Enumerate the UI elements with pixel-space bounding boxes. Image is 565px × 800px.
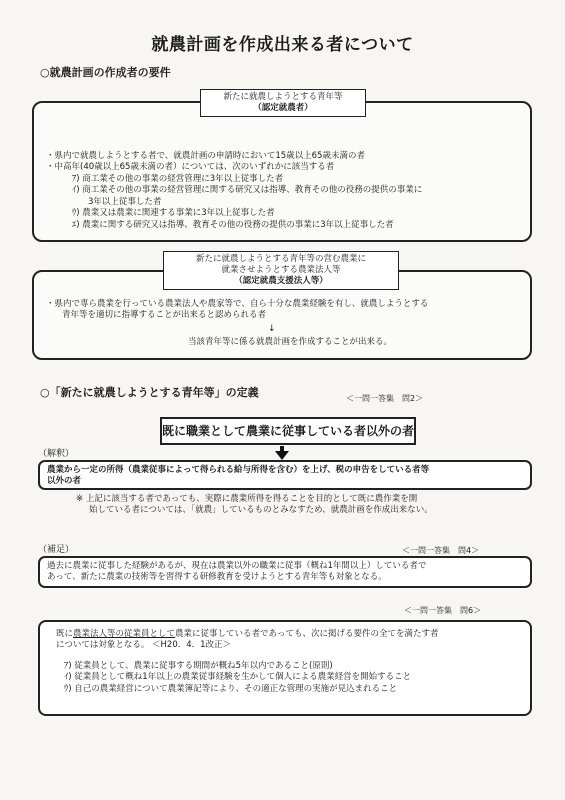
- support-corporation-label-line2: 就業させようとする農業法人等: [221, 265, 341, 276]
- new-farmer-requirements: [46, 151, 526, 231]
- supplement-box: [38, 556, 532, 588]
- employee-conditions-line1-post: 農業に従事している者であっても、次に掲げる要件の全てを満たす者: [175, 629, 439, 639]
- requirement-line: ｲ) 商工業その他の事業の経営管理に関する研究又は指導、教育その他の役務の提供の事業に: [72, 185, 423, 196]
- down-arrow-icon: [275, 451, 289, 460]
- faq-reference-q4: ＜一問一答集 問4＞: [402, 546, 480, 555]
- requirement-line: ・県内で専ら農業を行っている農業法人や農家等で、自ら十分な農業経験を有し、就農しようとする: [46, 299, 429, 309]
- interpretation-note-line2: 始している者については、「就農」しているものとみなすため、就農計画を作成出来ない。: [89, 505, 433, 516]
- definition-box: 既に職業として農業に従事している者以外の者: [160, 417, 416, 445]
- employee-conditions-line1: [40, 622, 530, 640]
- employee-condition-item: ｱ) 従業員として、農業に従事する期間が概ね5年以内であること(原則): [64, 660, 333, 671]
- requirement-line: ｱ) 商工業その他の事業の経営管理に3年以上従事した者: [72, 173, 284, 184]
- requirement-line: 3年以上従事した者: [88, 196, 162, 207]
- requirement-line: 青年等を適切に指導することが出来ると認められる者: [62, 310, 267, 321]
- supplement-label: （補足）: [38, 545, 75, 555]
- conclusion-text: 当該青年等に係る就農計画を作成することが出来る。: [188, 337, 393, 347]
- interpretation-line2: 以外の者: [47, 476, 82, 487]
- interpretation-box: [38, 460, 532, 490]
- faq-reference-q2: ＜一問一答集 問2＞: [346, 394, 424, 403]
- new-farmer-label-line1: 新たに就農しようとする青年等: [223, 92, 343, 102]
- new-farmer-label: [200, 89, 366, 117]
- new-farmer-label-line2: （認定就農者）: [253, 103, 313, 114]
- employee-conditions-line2: については対象となる。 ＜H20．4．1改正＞: [56, 640, 232, 651]
- section1-heading: ○就農計画の作成者の要件: [40, 66, 171, 79]
- faq-reference-q6: ＜一問一答集 問6＞: [404, 606, 482, 615]
- support-corporation-label-line3: （認定就農支援法人等）: [234, 276, 328, 287]
- supplement-line2: あって、新たに農業の技術等を習得する研修教育を受けようとする青年等も対象となる。: [47, 572, 387, 583]
- requirement-line: ・中高年(40歳以上65歳未満の者）については、次のいずれかに該当する者: [46, 162, 335, 173]
- interpretation-note-line1: ※ 上記に該当する者であっても、実際に農業所得を得ることを目的として既に農作業を開: [76, 494, 418, 504]
- support-corporation-label: [163, 251, 399, 290]
- page-title: 就農計画を作成出来る者について: [151, 35, 414, 55]
- requirement-line: ｳ) 農業又は農業に関連する事業に3年以上従事した者: [72, 208, 275, 219]
- down-arrow: ↓: [268, 324, 276, 334]
- employee-condition-item: ｲ) 従業員として概ね1年以上の農業従事経験を生かして個人による農業経営を開始すること: [64, 672, 412, 683]
- interpretation-label: （解釈）: [38, 449, 75, 459]
- requirement-line: ・県内で就農しようとする者で、就農計画の申請時において15歳以上65歳未満の者: [46, 151, 365, 161]
- interpretation-note: [76, 494, 433, 517]
- section2-heading: ○「新たに就農しようとする青年等」の定義: [40, 386, 259, 399]
- employee-conditions-line1-pre: 既に: [56, 629, 74, 639]
- support-corporation-label-line1: 新たに就農しようとする青年等の営む農業に: [195, 254, 366, 264]
- interpretation-line1: 農業から一定の所得（農業従事によって得られる給与所得を含む）を上げ、税の申告をしている者等: [47, 465, 430, 475]
- employee-conditions-box: [38, 620, 532, 716]
- employee-condition-item: ｳ) 自己の農業経営について農業簿記等により、その適正な管理の実施が見込まれること: [64, 683, 398, 694]
- employee-conditions-line1-underlined: 農業法人等の従業員として: [73, 629, 176, 639]
- support-corporation-requirements: [46, 299, 526, 322]
- supplement-line1: 過去に農業に従事した経験があるが、現在は農業以外の職業に従事（概ね1年間以上）している者で: [47, 561, 427, 571]
- requirement-line: ｴ) 農業に関する研究又は指導、教育その他の役務の提供の事業に3年以上従事した者: [72, 219, 394, 230]
